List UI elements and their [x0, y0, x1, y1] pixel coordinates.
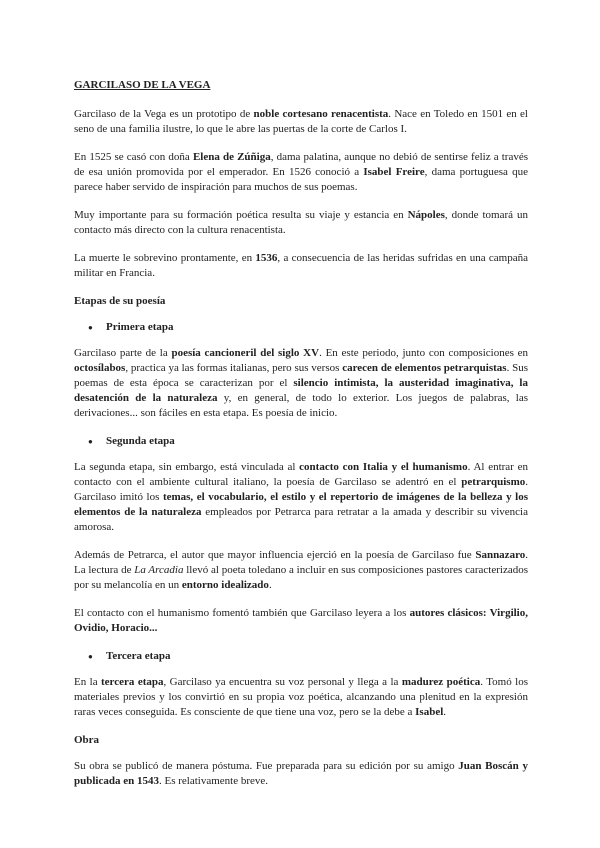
text-run: . En este periodo, junto con composiciones en [319, 347, 528, 359]
text-run: . Tomó los materiales previos y los convirtió en su propia voz poética, alcanzando una plenitud en la expresión raras veces conseguida. Es consciente de que tiene una voz, pero se la debe a [74, 676, 528, 718]
text-run: . [268, 579, 272, 591]
stage1-paragraph [74, 346, 528, 421]
text-run: Además de Petrarca, el autor que mayor influencia ejerció en la poesía de Garcilaso fue [74, 549, 476, 561]
stage2-paragraph-2 [74, 548, 528, 593]
bold-text: Isabel [415, 706, 444, 718]
bold-text: Nápoles [407, 209, 445, 221]
work-heading: Obra [74, 734, 100, 746]
text-run: La segunda etapa, sin embargo, está vinculada al [74, 461, 300, 473]
bold-text: octosílabos [74, 362, 126, 374]
text-run: , donde tomará un contacto más directo con la cultura renacentista. [74, 209, 528, 236]
bold-text: temas, el vocabulario, el estilo y el repertorio de imágenes de la belleza y los elementos de la naturaleza [74, 491, 528, 518]
bullet-icon: ● [88, 323, 93, 332]
intro-paragraph-1 [74, 107, 528, 137]
stage2-label: Segunda etapa [106, 435, 175, 447]
text-run: . Garcilaso imitó los [74, 476, 528, 503]
stage3-paragraph [74, 675, 528, 720]
text-run: , dama portuguesa que parece haber servido de inspiración para muchos de sus poemas. [74, 166, 529, 193]
text-run: , a consecuencia de las heridas sufridas en una campaña militar en Francia. [74, 252, 528, 279]
bold-text: poesía cancioneril del siglo XV [171, 347, 320, 359]
text-run: Garcilaso parte de la [74, 347, 172, 359]
bold-text: carecen de elementos petrarquistas [342, 362, 507, 374]
bold-text: contacto con Italia y el humanismo [299, 461, 468, 473]
bold-text: tercera etapa [101, 676, 164, 688]
stage1-label: Primera etapa [106, 321, 174, 333]
intro-paragraph-4 [74, 251, 528, 281]
text-run: , Garcilaso ya encuentra su voz personal y llega a la [163, 676, 402, 688]
bullet-icon: ● [88, 652, 93, 661]
intro-paragraph-2 [74, 150, 528, 195]
text-run: Su obra se publicó de manera póstuma. Fue preparada para su edición por su amigo [74, 760, 459, 772]
stage2-bullet [88, 434, 528, 449]
bold-text: silencio intimista, la austeridad imaginativa, la desatención de la naturaleza [74, 377, 528, 404]
bold-text: autores clásicos: Virgilio, Ovidio, Horacio... [74, 607, 528, 634]
text-run: En la [74, 676, 102, 688]
work-paragraph [74, 759, 528, 789]
text-run: . [443, 706, 447, 718]
bold-text: 1536 [255, 252, 278, 264]
stage2-paragraph-1 [74, 460, 528, 535]
text-run: . Nace en Toledo en 1501 en el seno de una familia ilustre, lo que le abre las puertas de la corte de Carlos I. [74, 108, 528, 135]
italic-text: La Arcadia [134, 564, 184, 576]
text-run: , practica ya las formas italianas, pero sus versos [125, 362, 343, 374]
bold-text: madurez poética [401, 676, 481, 688]
text-run: El contacto con el humanismo fomentó también que Garcilaso leyera a los [74, 607, 410, 619]
text-run: , dama palatina, aunque no debió de sentirse feliz a través de esa unión promovida por el emperador. En 1526 conoció a [74, 151, 528, 178]
bold-text: entorno idealizado [181, 579, 269, 591]
text-run: y, en general, de todo lo exterior. Los juegos de palabras, las derivaciones... son fáciles en esta etapa. Es poesía de inicio. [74, 392, 528, 419]
text-run: . Sus poemas de esta época se caracterizan por el [74, 362, 528, 389]
text-run: La muerte le sobrevino prontamente, en [74, 252, 256, 264]
bold-text: Elena de Zúñiga [192, 151, 271, 163]
text-run: . Al entrar en contacto con el ambiente cultural italiano, la poesía de Garcilaso se adentró en el [74, 461, 528, 488]
stage2-paragraph-3 [74, 606, 528, 636]
document-body [74, 78, 528, 802]
text-run: . La lectura de [74, 549, 528, 576]
intro-paragraph-3 [74, 208, 528, 238]
text-run: llevó al poeta toledano a incluir en sus composiciones pastores caracterizados por su melancolía en un [74, 564, 528, 591]
page-title: GARCILASO DE LA VEGA [74, 79, 211, 91]
bold-text: Isabel Freire [363, 166, 425, 178]
bold-text: Sannazaro [475, 549, 526, 561]
stage3-bullet [88, 649, 528, 664]
text-run: Garcilaso de la Vega es un prototipo de [74, 108, 254, 120]
stages-heading: Etapas de su poesía [74, 295, 166, 307]
text-run: En 1525 se casó con doña [74, 151, 193, 163]
bold-text: Juan Boscán y publicada en 1543 [74, 760, 528, 787]
stage3-label: Tercera etapa [106, 650, 171, 662]
bold-text: petrarquismo [461, 476, 526, 488]
bullet-icon: ● [88, 437, 93, 446]
stage1-bullet [88, 320, 528, 335]
bold-text: noble cortesano renacentista [253, 108, 389, 120]
text-run: . Es relativamente breve. [158, 775, 269, 787]
text-run: empleados por Petrarca para retratar a la amada y describir su vivencia amorosa. [74, 506, 528, 533]
text-run: Muy importante para su formación poética resulta su viaje y estancia en [74, 209, 408, 221]
